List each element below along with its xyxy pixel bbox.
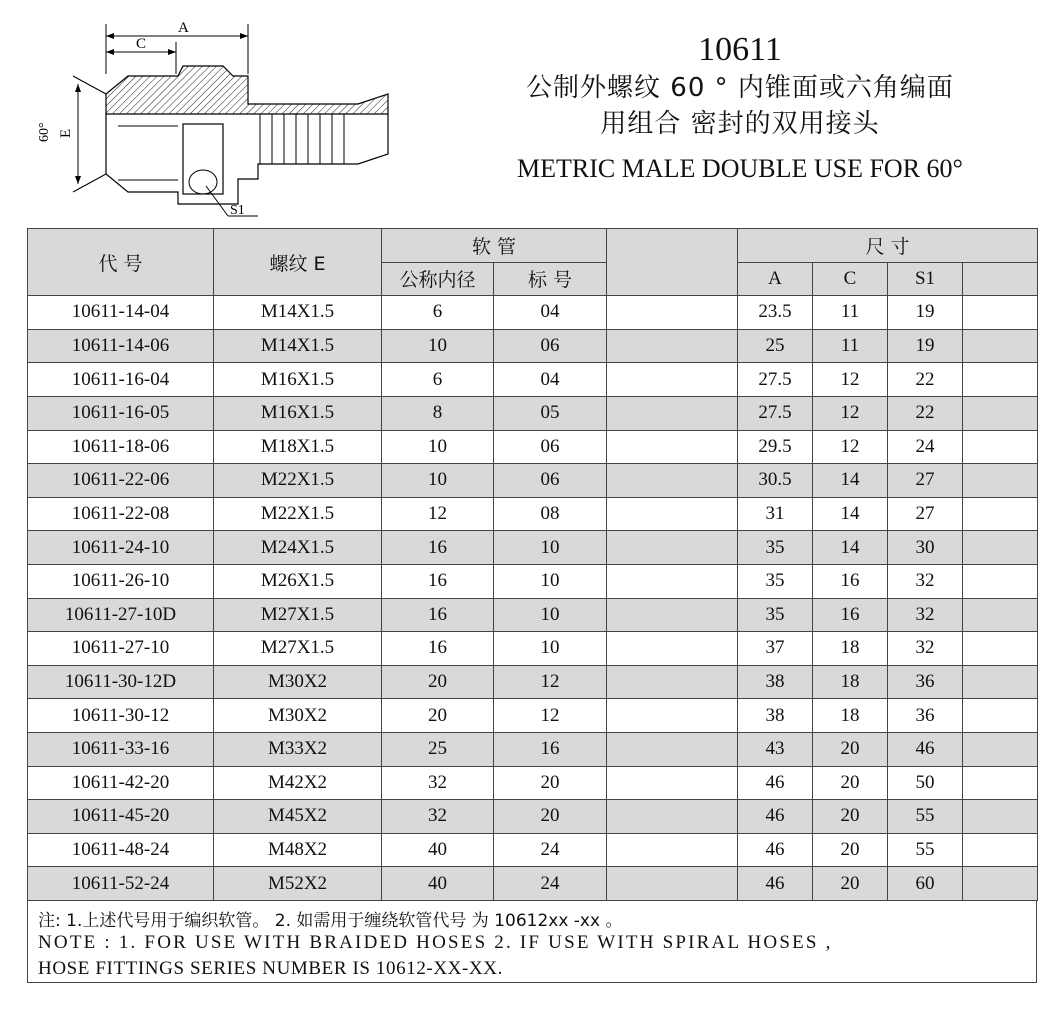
cell-c: 20 (813, 833, 888, 867)
cell-hose-id: 10 (382, 464, 494, 498)
cell-blank (607, 396, 738, 430)
cell-a: 25 (738, 329, 813, 363)
cell-code: 10611-48-24 (28, 833, 214, 867)
cell-blank-2 (963, 430, 1038, 464)
cell-hose-mark: 20 (494, 766, 607, 800)
header-hose-id: 公称内径 (382, 262, 494, 296)
angle-label: 60° (37, 122, 52, 142)
table-row (28, 800, 1038, 834)
cell-thread: M33X2 (214, 732, 382, 766)
cell-thread: M16X1.5 (214, 363, 382, 397)
table-row (28, 867, 1038, 901)
cell-thread: M22X1.5 (214, 497, 382, 531)
table-row (28, 296, 1038, 330)
cell-code: 10611-14-06 (28, 329, 214, 363)
cell-blank-2 (963, 497, 1038, 531)
cell-hose-mark: 20 (494, 800, 607, 834)
cell-s1: 36 (888, 699, 963, 733)
cell-c: 18 (813, 665, 888, 699)
cell-thread: M14X1.5 (214, 296, 382, 330)
header-hose-mark: 标 号 (494, 262, 607, 296)
note-english-line1: NOTE : 1. FOR USE WITH BRAIDED HOSES 2. IF USE WITH SPIRAL HOSES , (38, 932, 833, 953)
cell-code: 10611-30-12 (28, 699, 214, 733)
cell-blank (607, 732, 738, 766)
cell-thread: M42X2 (214, 766, 382, 800)
table-row (28, 598, 1038, 632)
cell-code: 10611-33-16 (28, 732, 214, 766)
cell-thread: M45X2 (214, 800, 382, 834)
cell-code: 10611-24-10 (28, 531, 214, 565)
cell-a: 35 (738, 598, 813, 632)
cell-s1: 22 (888, 363, 963, 397)
cell-blank (607, 329, 738, 363)
cell-blank (607, 296, 738, 330)
cell-s1: 50 (888, 766, 963, 800)
cell-code: 10611-26-10 (28, 564, 214, 598)
cell-thread: M48X2 (214, 833, 382, 867)
table-row (28, 732, 1038, 766)
cell-c: 11 (813, 296, 888, 330)
cell-s1: 55 (888, 833, 963, 867)
cell-blank (607, 833, 738, 867)
cell-s1: 19 (888, 329, 963, 363)
cell-hose-id: 10 (382, 329, 494, 363)
cell-a: 46 (738, 766, 813, 800)
cell-blank-2 (963, 363, 1038, 397)
cell-code: 10611-45-20 (28, 800, 214, 834)
cell-hose-mark: 06 (494, 329, 607, 363)
cell-blank-2 (963, 665, 1038, 699)
cell-s1: 46 (888, 732, 963, 766)
cell-s1: 24 (888, 430, 963, 464)
cell-code: 10611-27-10D (28, 598, 214, 632)
table-row (28, 665, 1038, 699)
cell-a: 37 (738, 632, 813, 666)
cell-hose-mark: 12 (494, 699, 607, 733)
cell-a: 23.5 (738, 296, 813, 330)
cell-hose-id: 16 (382, 564, 494, 598)
cell-blank-2 (963, 632, 1038, 666)
cell-code: 10611-16-04 (28, 363, 214, 397)
cell-code: 10611-14-04 (28, 296, 214, 330)
dim-c-label: C (136, 36, 147, 52)
cell-c: 16 (813, 564, 888, 598)
cell-a: 46 (738, 867, 813, 901)
header-a: A (738, 262, 813, 296)
cell-hose-mark: 08 (494, 497, 607, 531)
table-row (28, 363, 1038, 397)
notes-box (27, 900, 1037, 983)
cell-s1: 32 (888, 632, 963, 666)
cell-hose-mark: 24 (494, 833, 607, 867)
cell-c: 18 (813, 632, 888, 666)
cell-c: 20 (813, 800, 888, 834)
header-code: 代 号 (28, 229, 214, 296)
cell-blank (607, 632, 738, 666)
cell-code: 10611-42-20 (28, 766, 214, 800)
cell-blank-2 (963, 329, 1038, 363)
cell-blank-2 (963, 766, 1038, 800)
cell-s1: 30 (888, 531, 963, 565)
cell-hose-id: 8 (382, 396, 494, 430)
table-row (28, 833, 1038, 867)
cell-hose-mark: 10 (494, 598, 607, 632)
cell-hose-mark: 24 (494, 867, 607, 901)
cell-hose-mark: 04 (494, 296, 607, 330)
cell-blank (607, 699, 738, 733)
cell-hose-mark: 10 (494, 632, 607, 666)
cell-hose-id: 16 (382, 632, 494, 666)
cell-a: 38 (738, 699, 813, 733)
cell-s1: 32 (888, 564, 963, 598)
cell-hose-id: 12 (382, 497, 494, 531)
cell-hose-id: 6 (382, 363, 494, 397)
cell-a: 27.5 (738, 363, 813, 397)
note-chinese: 注: 1.上述代号用于编织软管。 2. 如需用于缠绕软管代号 为 10612xx -xx 。 (38, 911, 623, 931)
table-body (28, 296, 1038, 901)
cell-code: 10611-30-12D (28, 665, 214, 699)
cell-blank (607, 598, 738, 632)
cell-hose-id: 16 (382, 598, 494, 632)
cell-blank (607, 497, 738, 531)
cell-blank-2 (963, 732, 1038, 766)
cell-c: 18 (813, 699, 888, 733)
cell-hose-id: 10 (382, 430, 494, 464)
cell-thread: M27X1.5 (214, 632, 382, 666)
cell-hose-id: 20 (382, 699, 494, 733)
cell-code: 10611-22-06 (28, 464, 214, 498)
cell-a: 29.5 (738, 430, 813, 464)
cell-blank-2 (963, 464, 1038, 498)
header-c: C (813, 262, 888, 296)
cell-c: 12 (813, 430, 888, 464)
cell-blank (607, 430, 738, 464)
chinese-title-line1: 公制外螺纹 60 ° 内锥面或六角编面 (526, 73, 954, 103)
cell-hose-id: 16 (382, 531, 494, 565)
header-hose: 软 管 (382, 229, 607, 263)
table-row (28, 531, 1038, 565)
cell-c: 20 (813, 766, 888, 800)
cell-hose-id: 32 (382, 800, 494, 834)
cell-a: 27.5 (738, 396, 813, 430)
cell-blank (607, 363, 738, 397)
cell-hose-mark: 04 (494, 363, 607, 397)
table-row (28, 464, 1038, 498)
cell-hose-id: 6 (382, 296, 494, 330)
cell-s1: 32 (888, 598, 963, 632)
note-english-line2: HOSE FITTINGS SERIES NUMBER IS 10612-XX-XX. (38, 958, 503, 979)
cell-hose-id: 32 (382, 766, 494, 800)
cell-blank (607, 531, 738, 565)
cell-blank-2 (963, 396, 1038, 430)
cell-blank-2 (963, 531, 1038, 565)
cell-thread: M52X2 (214, 867, 382, 901)
header-dims: 尺 寸 (738, 229, 1038, 263)
cell-thread: M30X2 (214, 665, 382, 699)
part-code: 10611 (698, 31, 782, 68)
cell-s1: 60 (888, 867, 963, 901)
cell-a: 31 (738, 497, 813, 531)
cell-thread: M30X2 (214, 699, 382, 733)
cell-code: 10611-52-24 (28, 867, 214, 901)
cell-s1: 27 (888, 497, 963, 531)
cell-a: 46 (738, 833, 813, 867)
cell-a: 43 (738, 732, 813, 766)
cell-thread: M14X1.5 (214, 329, 382, 363)
table-row (28, 430, 1038, 464)
cell-a: 46 (738, 800, 813, 834)
cell-c: 12 (813, 363, 888, 397)
cell-a: 35 (738, 564, 813, 598)
cell-blank-2 (963, 296, 1038, 330)
header-s1: S1 (888, 262, 963, 296)
cell-hose-id: 25 (382, 732, 494, 766)
table-row (28, 632, 1038, 666)
cell-c: 11 (813, 329, 888, 363)
cell-code: 10611-22-08 (28, 497, 214, 531)
header-blank (607, 229, 738, 296)
cell-blank-2 (963, 800, 1038, 834)
cell-hose-mark: 06 (494, 464, 607, 498)
cell-thread: M16X1.5 (214, 396, 382, 430)
cell-c: 14 (813, 531, 888, 565)
cell-a: 38 (738, 665, 813, 699)
cell-hose-id: 40 (382, 867, 494, 901)
table-row (28, 329, 1038, 363)
table-row (28, 766, 1038, 800)
cell-blank-2 (963, 564, 1038, 598)
cell-code: 10611-27-10 (28, 632, 214, 666)
cell-thread: M26X1.5 (214, 564, 382, 598)
cell-s1: 27 (888, 464, 963, 498)
chinese-title-line2: 用组合 密封的双用接头 (600, 109, 880, 139)
cell-c: 12 (813, 396, 888, 430)
header-thread: 螺纹 E (214, 229, 382, 296)
cell-blank-2 (963, 867, 1038, 901)
cell-thread: M18X1.5 (214, 430, 382, 464)
english-title: METRIC MALE DOUBLE USE FOR 60° (517, 154, 963, 183)
cell-hose-mark: 06 (494, 430, 607, 464)
cell-s1: 55 (888, 800, 963, 834)
table-row (28, 564, 1038, 598)
cell-s1: 36 (888, 665, 963, 699)
dim-e-label: E (58, 128, 74, 138)
cell-code: 10611-16-05 (28, 396, 214, 430)
cell-hose-id: 40 (382, 833, 494, 867)
cell-blank (607, 564, 738, 598)
header-blank-2 (963, 262, 1038, 296)
cell-a: 30.5 (738, 464, 813, 498)
cell-blank (607, 867, 738, 901)
cell-blank (607, 800, 738, 834)
cell-hose-mark: 16 (494, 732, 607, 766)
cell-blank (607, 665, 738, 699)
dim-a-label: A (178, 20, 189, 36)
cell-thread: M27X1.5 (214, 598, 382, 632)
cell-thread: M24X1.5 (214, 531, 382, 565)
cell-s1: 22 (888, 396, 963, 430)
cell-blank-2 (963, 699, 1038, 733)
cell-s1: 19 (888, 296, 963, 330)
title-block (470, 30, 1010, 186)
spec-table (27, 228, 1038, 901)
cell-hose-mark: 10 (494, 564, 607, 598)
s1-label: S1 (230, 203, 245, 218)
cell-thread: M22X1.5 (214, 464, 382, 498)
cell-c: 20 (813, 732, 888, 766)
cell-blank-2 (963, 598, 1038, 632)
cell-c: 20 (813, 867, 888, 901)
cell-blank (607, 464, 738, 498)
cell-hose-mark: 12 (494, 665, 607, 699)
cell-a: 35 (738, 531, 813, 565)
cell-blank-2 (963, 833, 1038, 867)
cell-blank (607, 766, 738, 800)
cell-c: 14 (813, 497, 888, 531)
cell-c: 16 (813, 598, 888, 632)
table-row (28, 699, 1038, 733)
table-row (28, 497, 1038, 531)
cell-code: 10611-18-06 (28, 430, 214, 464)
cell-hose-mark: 10 (494, 531, 607, 565)
table-row (28, 396, 1038, 430)
fitting-drawing (28, 14, 408, 224)
cell-c: 14 (813, 464, 888, 498)
cell-hose-mark: 05 (494, 396, 607, 430)
cell-hose-id: 20 (382, 665, 494, 699)
